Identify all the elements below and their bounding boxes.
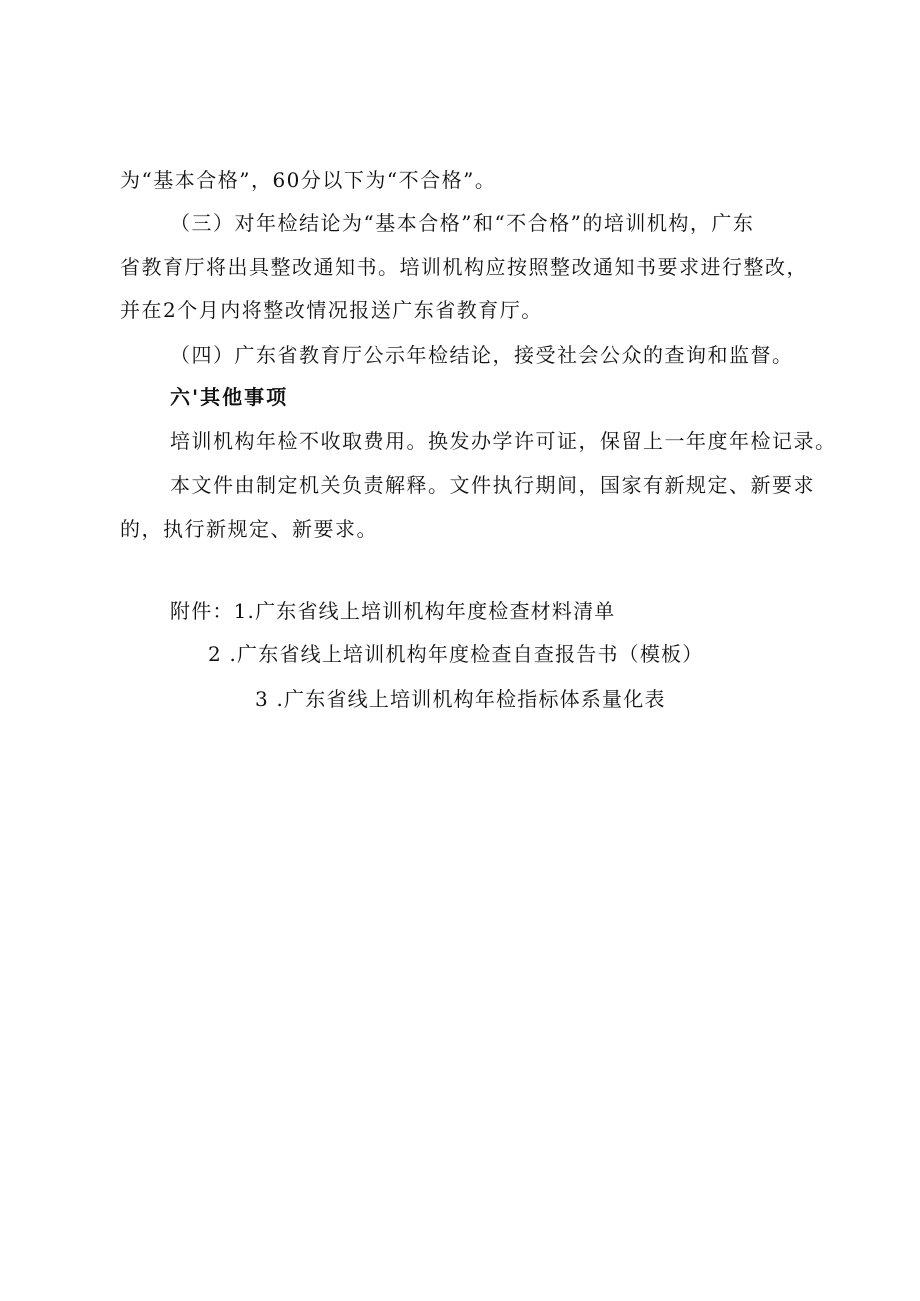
attachment-item-2: 2 .广东省线上培训机构年度检查自查报告书（模板） [208,642,704,666]
section-6-paragraph-2-line-2: 的，执行新规定、新要求。 [120,517,378,541]
attachment-item-3: 3 .广东省线上培训机构年检指标体系量化表 [255,687,666,711]
item-3-line-2: 省教育厅将出具整改通知书。培训机构应按照整改通知书要求进行整改， [120,255,808,279]
section-6-paragraph-2-line-1: 本文件由制定机关负责解释。文件执行期间，国家有新规定、新要求 [170,473,815,497]
item-3-line-3: 并在2个月内将整改情况报送广东省教育厅。 [120,298,543,322]
attachment-item-1: 附件：1.广东省线上培训机构年度检查材料清单 [170,599,616,623]
section-6-heading: 六'其他事项 [170,385,289,409]
item-4-line-1: （四）广东省教育厅公示年检结论，接受社会公众的查询和监督。 [170,343,794,367]
section-6-paragraph-1: 培训机构年检不收取费用。换发办学许可证，保留上一年度年检记录。 [170,429,837,453]
continued-text-line: 为“基本合格”，60分以下为“不合格”。 [120,168,497,192]
item-3-line-1: （三）对年检结论为“基本合格”和“不合格”的培训机构，广东 [170,211,755,235]
